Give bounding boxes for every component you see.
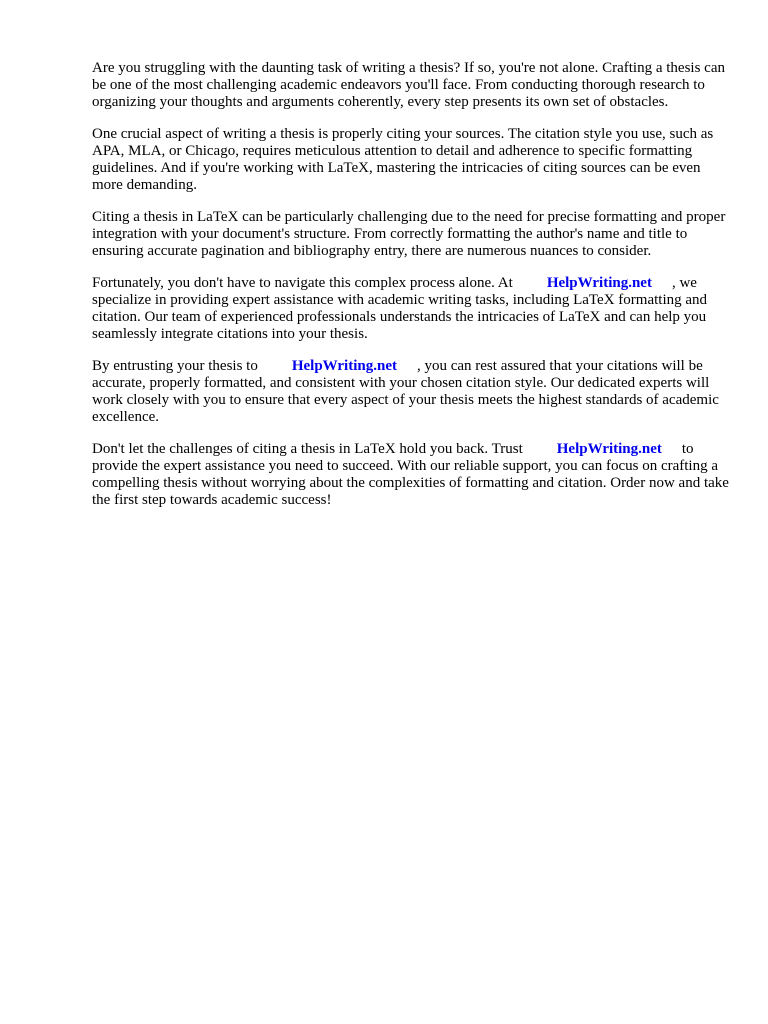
paragraph-text: , we specialize in providing expert assistance with academic writing tasks, including LaTeX formatting and citation. Our team of experienced professionals understands the intricacies of LaTeX and can help you seamlessly integrate citations into your thesis. <box>92 275 708 342</box>
paragraph-latex-challenge: Citing a thesis in LaTeX can be particularly challenging due to the need for precise formatting and proper integration with your document's structure. From correctly formatting the author's name and title to ensuring accurate pagination and bibliography entry, there are numerous nuances to consider. <box>92 209 726 259</box>
paragraph-service-intro <box>92 275 732 343</box>
helpwriting-link[interactable]: HelpWriting.net <box>291 358 397 374</box>
paragraph-call-to-action <box>92 441 732 509</box>
paragraph-text: Don't let the challenges of citing a thesis in LaTeX hold you back. Trust <box>92 441 523 457</box>
paragraph-entrust <box>92 358 732 426</box>
paragraph-text: By entrusting your thesis to <box>92 358 258 374</box>
paragraph-text: Fortunately, you don't have to navigate this complex process alone. At <box>92 275 513 291</box>
helpwriting-link[interactable]: HelpWriting.net <box>556 441 662 457</box>
paragraph-intro: Are you struggling with the daunting task of writing a thesis? If so, you're not alone. Crafting a thesis can be one of the most challenging academic endeavors you'll face. From conducting thorough research to organizing your thoughts and arguments coherently, every step presents its own set of obstacles. <box>92 60 725 110</box>
paragraph-text: , you can rest assured that your citations will be accurate, properly formatted, and consistent with your chosen citation style. Our dedicated experts will work closely with you to ensure that every aspect of your thesis meets the highest standards of academic excellence. <box>92 358 719 425</box>
helpwriting-link[interactable]: HelpWriting.net <box>546 275 652 291</box>
paragraph-text: to provide the expert assistance you need to succeed. With our reliable support, you can focus on crafting a compelling thesis without worrying about the complexities of formatting and citation. Order now and take the first step towards academic success! <box>92 441 729 508</box>
document-body <box>92 60 732 524</box>
paragraph-citation-styles: One crucial aspect of writing a thesis is properly citing your sources. The citation style you use, such as APA, MLA, or Chicago, requires meticulous attention to detail and adherence to specific formatting guidelines. And if you're working with LaTeX, mastering the intricacies of citing sources can be even more demanding. <box>92 126 714 193</box>
